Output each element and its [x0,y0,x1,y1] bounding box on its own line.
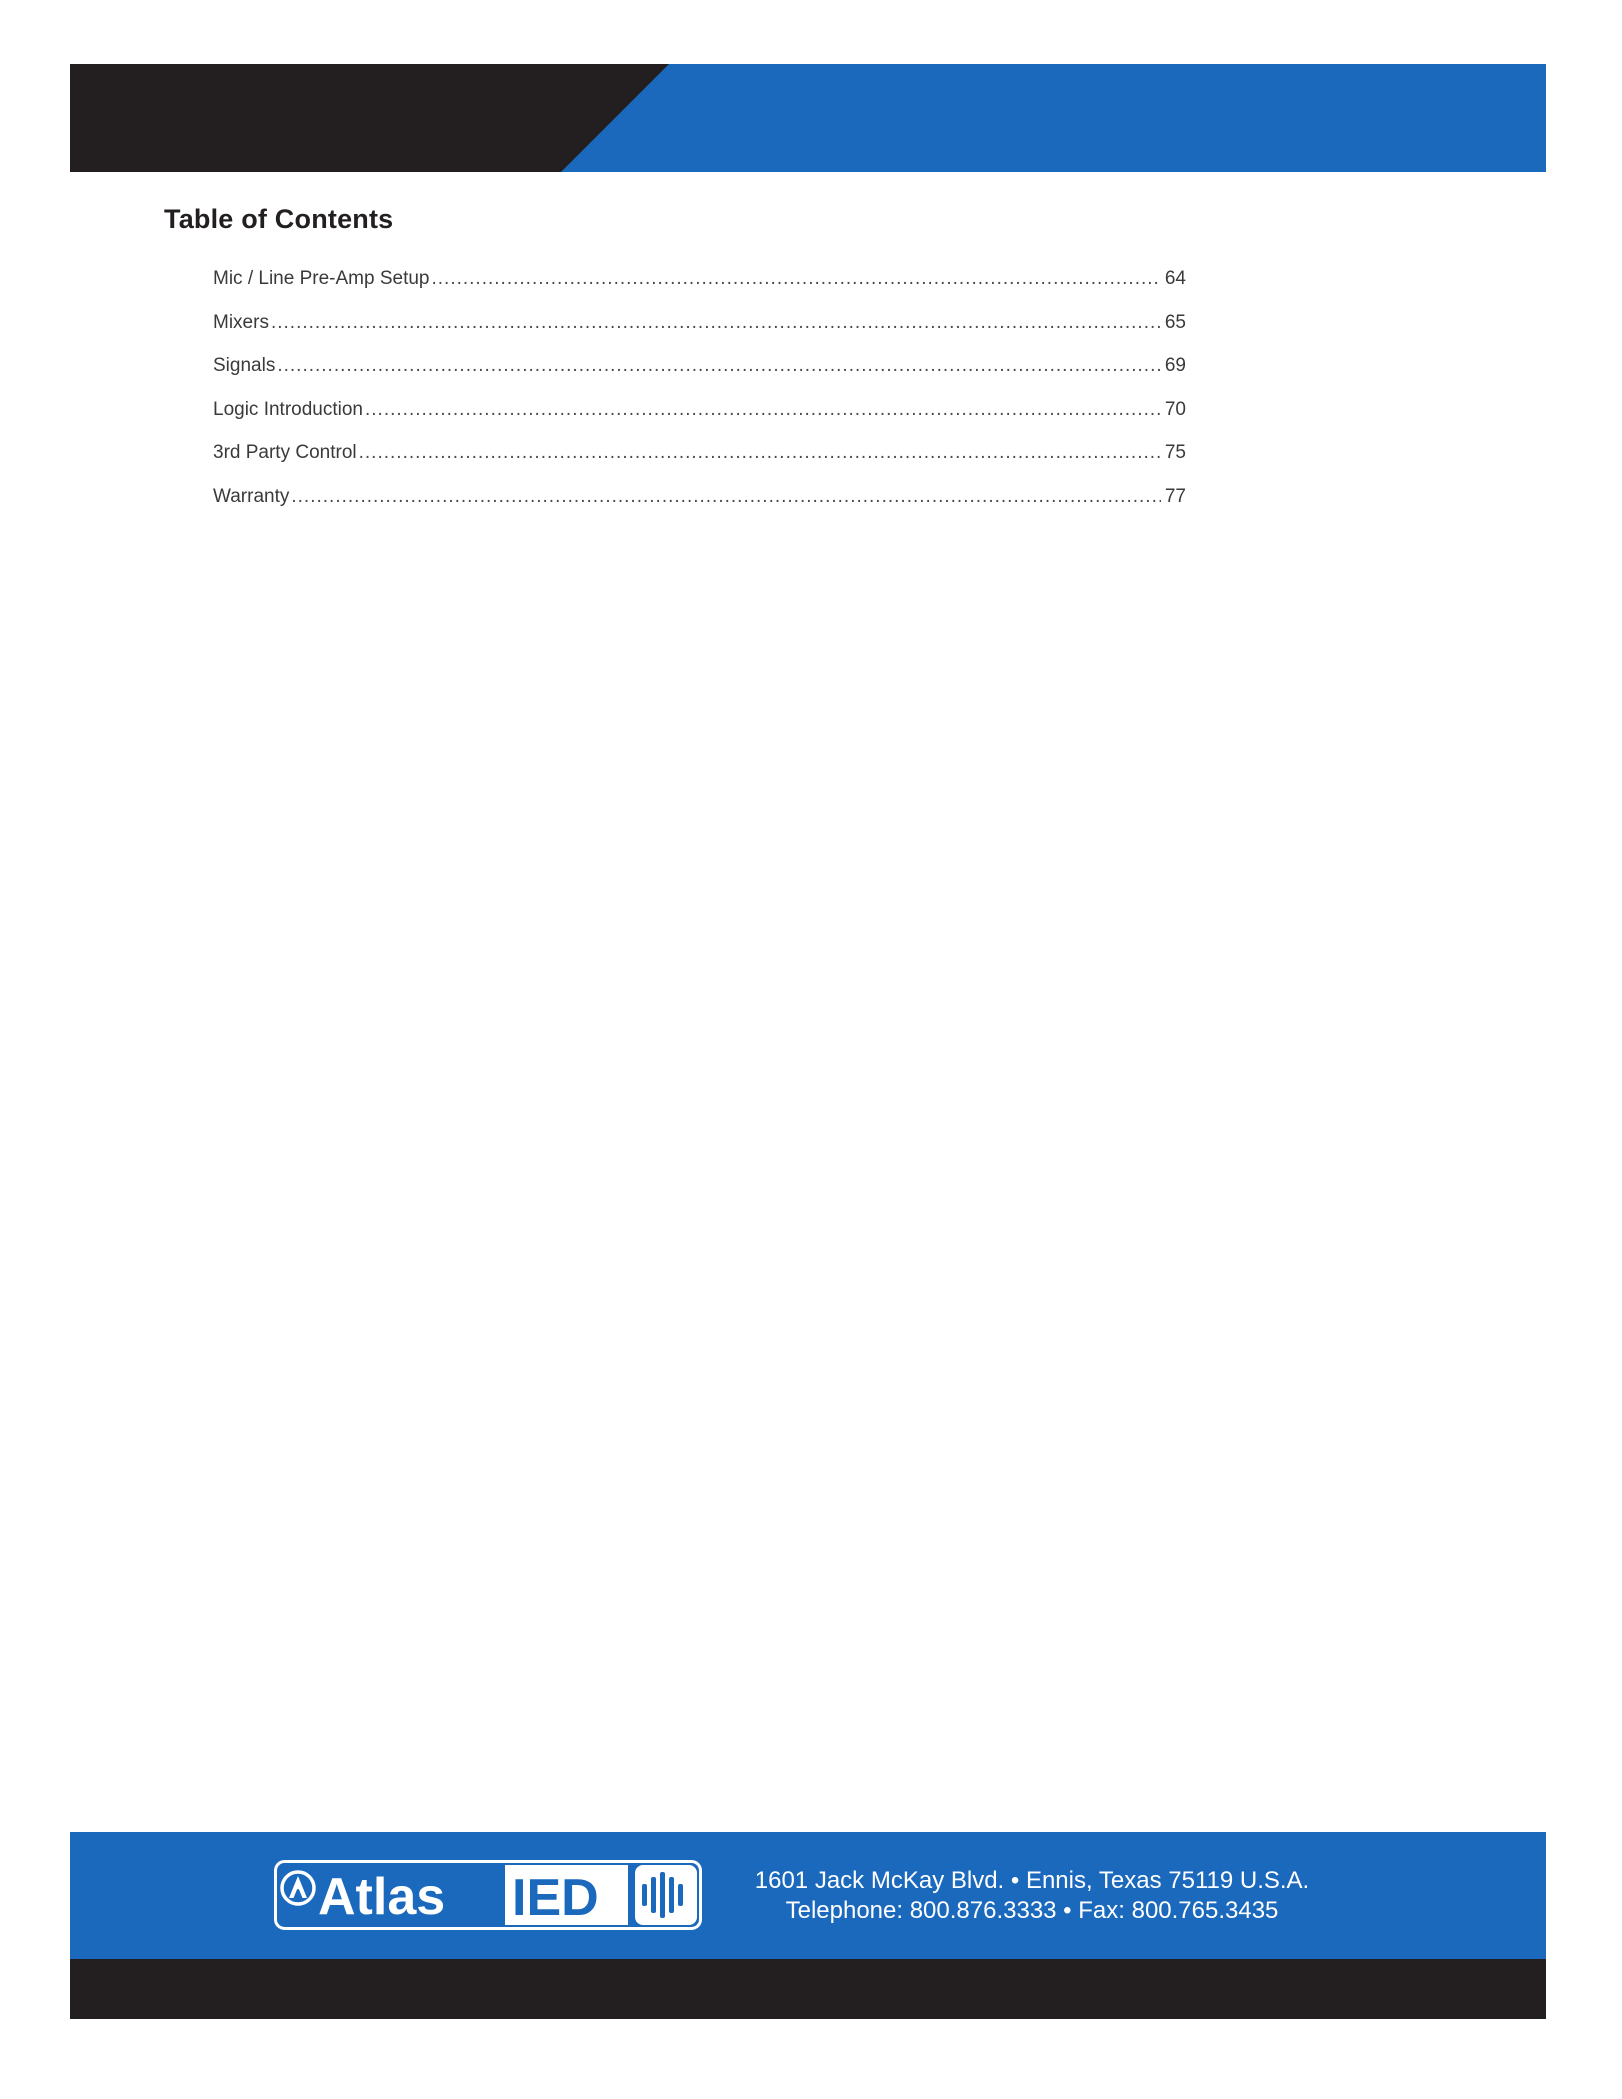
footer-phone-line: Telephone: 800.876.3333 • Fax: 800.765.3435 [785,1897,1279,1924]
toc-entry-page: 75 [1164,442,1186,463]
toc-entry[interactable] [213,399,1186,443]
toc-dot-leader [271,312,1161,334]
toc-list [213,268,1186,529]
header-band [70,64,1546,172]
footer-dark-band [70,1959,1546,2019]
toc-dot-leader [277,355,1161,377]
toc-dot-leader [365,399,1161,421]
toc-entry-page: 77 [1164,485,1186,507]
toc-entry-page: 65 [1164,311,1186,333]
atlas-emblem-icon [282,1872,314,1904]
toc-entry-label: Warranty [213,485,290,507]
toc-entry-page: 69 [1164,355,1186,376]
toc-entry[interactable] [213,312,1186,356]
toc-dot-leader [359,442,1161,464]
atlas-ied-logo [274,1860,702,1930]
toc-title: Table of Contents [164,204,394,234]
toc-entry[interactable] [213,355,1186,399]
toc-entry-label: Signals [213,355,276,376]
footer-address-line: 1601 Jack McKay Blvd. • Ennis, Texas 75119 U.S.A. [754,1867,1310,1894]
toc-dot-leader [431,268,1160,290]
toc-entry-page: 70 [1164,398,1186,420]
toc-entry[interactable] [213,442,1186,486]
toc-entry[interactable] [213,486,1186,530]
toc-dot-leader [291,486,1160,508]
header-graphic [70,64,1546,172]
logo-suffix-text: IED [512,1869,599,1927]
toc-entry-label: Mixers [213,311,269,333]
logo-brand-text: Atlas [318,1868,446,1926]
toc-entry-label: Mic / Line Pre-Amp Setup [213,268,430,289]
footer-contact [712,1866,1352,1926]
atlas-logo-graphic [274,1860,702,1930]
toc-entry-page: 64 [1164,268,1186,289]
toc-entry[interactable] [213,268,1186,312]
toc-entry-label: Logic Introduction [213,398,363,420]
toc-entry-label: 3rd Party Control [213,442,357,463]
speaker-bars-icon [635,1865,697,1925]
